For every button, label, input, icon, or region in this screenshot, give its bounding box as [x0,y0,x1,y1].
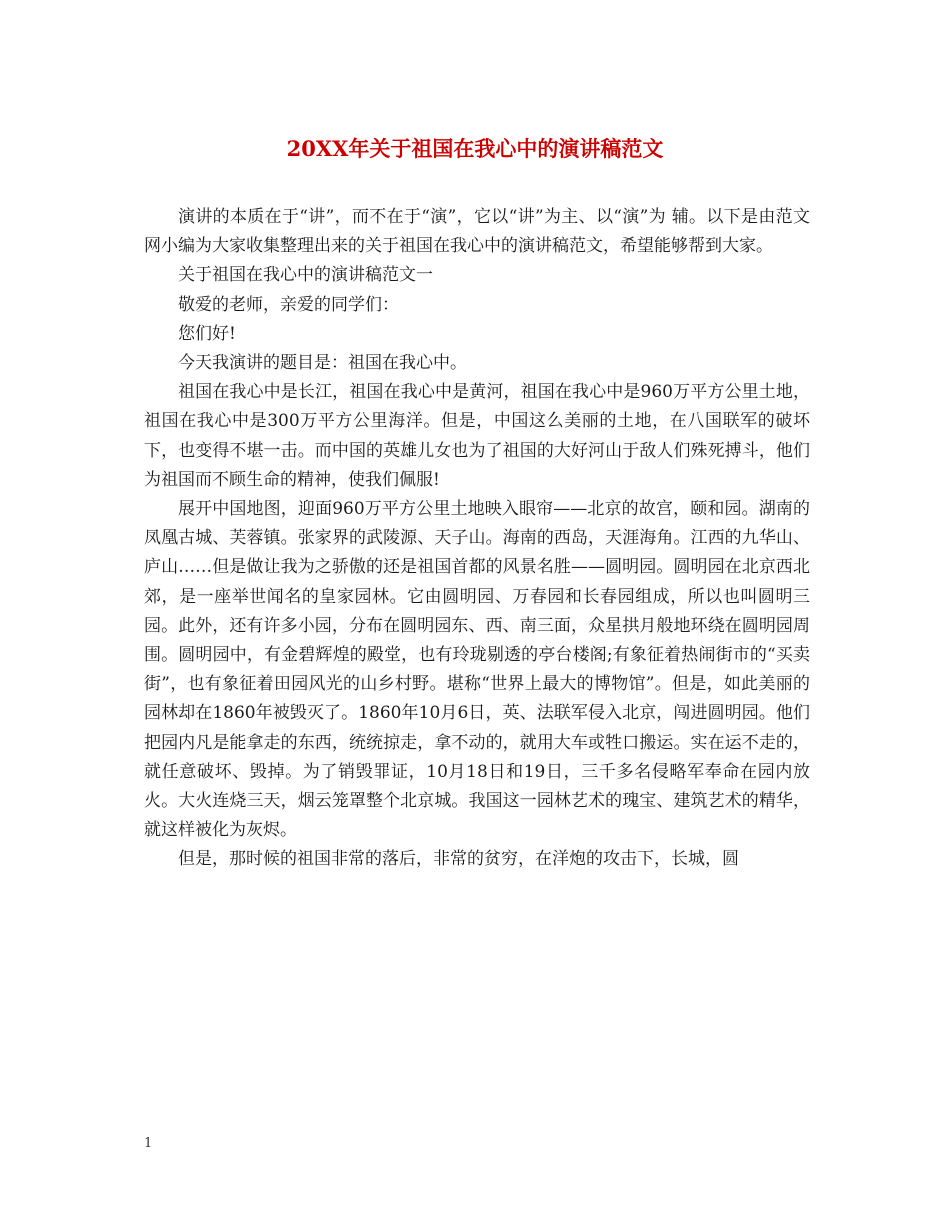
page-number: 1 [144,1136,153,1151]
paragraph-topic: 今天我演讲的题目是：祖国在我心中。 [178,353,467,374]
paragraph-salutation: 敬爱的老师，亲爱的同学们： [178,294,399,315]
paragraph-rivers: 祖国在我心中是长江，祖国在我心中是黄河，祖国在我心中是960万平方公里土地，祖国在我心中是300万平方公里海洋。但是，中国这么美丽的土地，在八国联军的破坏下，也变得不堪一击。而中国的英雄儿女也为了祖国的大好河山于敌人们殊死搏斗，他们为祖国而不顾生命的精神，使我们佩服! [144,382,810,490]
document-body [144,203,810,875]
paragraph-greeting: 您们好! [178,323,236,344]
paragraph-section-heading: 关于祖国在我心中的演讲稿范文一 [178,265,433,286]
document-title: 20XX年关于祖国在我心中的演讲稿范文 [286,136,664,161]
paragraph-backward: 但是，那时候的祖国非常的落后，非常的贫穷，在洋炮的攻击下，长城，圆 [178,849,739,870]
paragraph-intro: 演讲的本质在于“讲”，而不在于“演”，它以“讲”为主、以“演”为 辅。以下是由范文网小编为大家收集整理出来的关于祖国在我心中的演讲稿范文，希望能够帮到大家。 [144,207,810,257]
paragraph-yuanmingyuan: 展开中国地图，迎面960万平方公里土地映入眼帘——北京的故宫，颐和园。湖南的凤凰古城、芙蓉镇。张家界的武陵源、天子山。海南的西岛，天涯海角。江西的九华山、庐山……但是做让我为之骄傲的还是祖国首都的风景名胜——圆明园。圆明园在北京西北郊，是一座举世闻名的皇家园林。它由圆明园、万春园和长春园组成，所以也叫圆明三园。此外，还有许多小园，分布在圆明园东、西、南三面，众星拱月般地环绕在圆明园周围。圆明园中，有金碧辉煌的殿堂，也有玲珑剔透的亭台楼阁;有象征着热闹街市的“买卖街”，也有象征着田园风光的山乡村野。堪称“世界上最大的博物馆”。但是，如此美丽的园林却在1860年被毁灭了。1860年10月6日，英、法联军侵入北京，闯进圆明园。他们把园内凡是能拿走的东西，统统掠走，拿不动的，就用大车或牲口搬运。实在运不走的，就任意破坏、毁掉。为了销毁罪证，10月18日和19日，三千多名侵略军奉命在园内放火。大火连烧三天，烟云笼罩整个北京城。我国这一园林艺术的瑰宝、建筑艺术的精华，就这样被化为灰烬。 [144,499,810,841]
